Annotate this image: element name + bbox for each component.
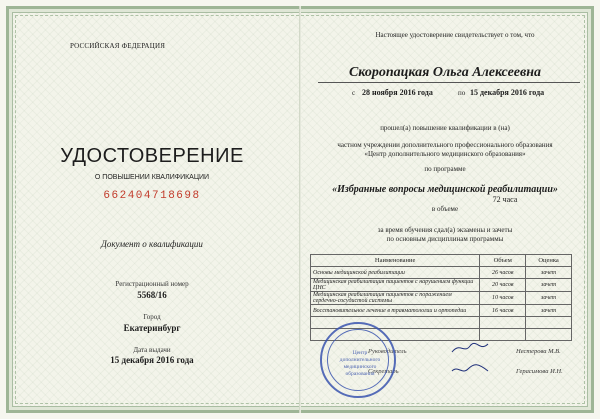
- table-row: [311, 292, 572, 305]
- document-subtitle: О ПОВЫШЕНИИ КВАЛИФИКАЦИИ: [94, 174, 210, 181]
- from-label: с: [352, 89, 356, 97]
- row-grade: зачет: [526, 292, 572, 305]
- left-page: [22, 18, 292, 406]
- row-discipline: Восстановительное лечение в травматологии и ортопедии: [311, 305, 480, 317]
- secretary-role: Секретарь: [368, 368, 399, 375]
- document-title: УДОСТОВЕРЕНИЕ: [60, 145, 244, 167]
- program-name: «Избранные вопросы медицинской реабилитации»: [332, 184, 558, 195]
- document-type: Документ о квалификации: [101, 239, 203, 249]
- row-grade: зачет: [526, 267, 572, 279]
- table-header-row: [311, 255, 572, 267]
- issue-date-label: Дата выдачи: [133, 346, 171, 354]
- to-label: по: [458, 89, 466, 97]
- table-row: [311, 305, 572, 317]
- name-underline: [318, 82, 580, 83]
- secretary-name: Герасимова И.Н.: [516, 368, 563, 375]
- row-volume: 20 часов: [480, 279, 526, 292]
- to-date: 15 декабря 2016 года: [470, 88, 545, 97]
- col-name-header: Наименование: [311, 255, 480, 267]
- table-row: [311, 267, 572, 279]
- holder-name: Скоропацкая Ольга Алексеевна: [348, 65, 542, 80]
- head-signature-icon: [450, 340, 490, 356]
- official-stamp-icon: [320, 322, 396, 398]
- passed-text: прошел(а) повышение квалификации в (на): [380, 124, 510, 132]
- row-volume: 16 часов: [480, 305, 526, 317]
- row-volume: 10 часов: [480, 292, 526, 305]
- row-discipline: Медицинская реабилитация пациентов с поражением сердечно-сосудистой системы: [311, 292, 480, 305]
- country-label: РОССИЙСКАЯ ФЕДЕРАЦИЯ: [70, 42, 166, 50]
- exams-line-1: за время обучения сдал(а) экзамены и зачеты: [377, 226, 513, 234]
- hours: 72 часа: [492, 195, 518, 204]
- head-role: Руководитель: [368, 348, 407, 355]
- program-label: по программе: [424, 165, 466, 173]
- intro-text: Настоящее удостоверение свидетельствует о том, что: [375, 31, 535, 39]
- col-grade-header: Оценка: [526, 255, 572, 267]
- institution-line-2: «Центр дополнительного медицинского образования»: [364, 150, 526, 158]
- serial-number: 662404718698: [103, 190, 201, 202]
- row-grade: зачет: [526, 305, 572, 317]
- reg-number: 5568/16: [137, 290, 167, 300]
- row-grade: зачет: [526, 279, 572, 292]
- row-discipline: Основы медицинской реабилитации: [311, 267, 480, 279]
- head-name: Нестерова М.В.: [516, 348, 561, 355]
- reg-number-label: Регистрационный номер: [115, 280, 189, 288]
- city: Екатеринбург: [123, 323, 181, 333]
- stamp-text: Центр дополнительного медицинского образования: [339, 350, 381, 377]
- from-date: 28 ноября 2016 года: [362, 88, 433, 97]
- secretary-signature-icon: [450, 361, 490, 377]
- exams-line-2: по основным дисциплинам программы: [386, 235, 504, 243]
- col-volume-header: Объем: [480, 255, 526, 267]
- row-volume: 26 часов: [480, 267, 526, 279]
- institution-line-1: частном учреждении дополнительного профессионального образования: [337, 141, 553, 149]
- city-label: Город: [143, 313, 161, 321]
- fold-line: [299, 6, 301, 413]
- row-discipline: Медицинская реабилитация пациентов с нарушением функции ЦНС: [311, 279, 480, 292]
- table-row: [311, 279, 572, 292]
- issue-date: 15 декабря 2016 года: [110, 355, 194, 365]
- volume-label: в объеме: [431, 205, 459, 213]
